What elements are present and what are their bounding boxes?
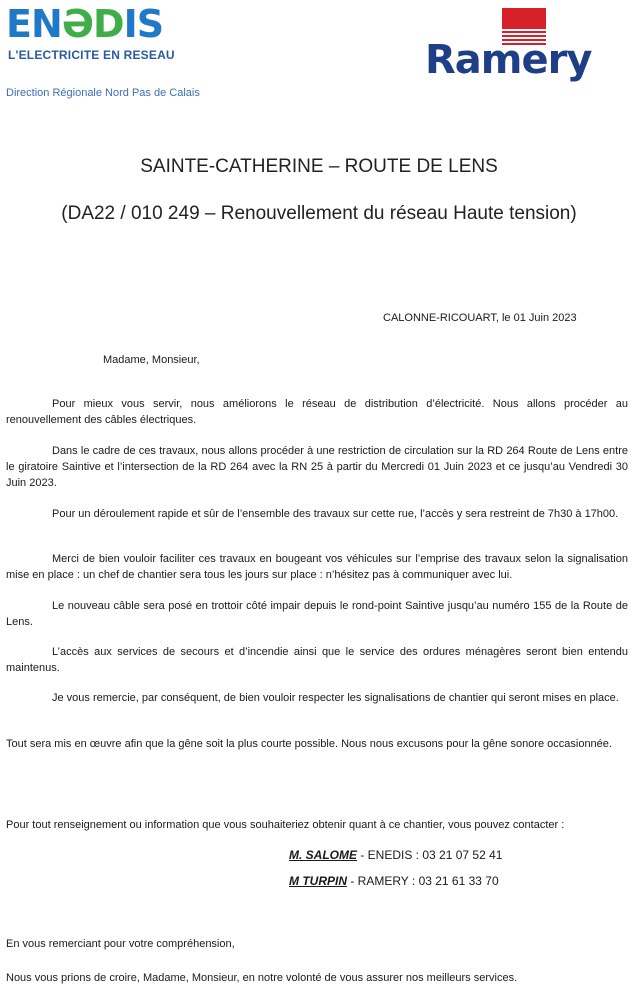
document-title: SAINTE-CATHERINE – ROUTE DE LENS — [140, 156, 498, 177]
contact-salome — [289, 848, 502, 862]
ramery-logo — [425, 8, 625, 84]
paragraph-8: Tout sera mis en œuvre afin que la gêne soit la plus courte possible. Nous nous excusons pour la gêne sonore occasionnée. — [6, 738, 612, 750]
document-subtitle: (DA22 / 010 249 – Renouvellement du réseau Haute tension) — [61, 203, 577, 224]
ramery-wordmark: Ramery — [425, 37, 592, 83]
date-line: CALONNE-RICOUART, le 01 Juin 2023 — [383, 312, 577, 324]
salutation: Madame, Monsieur, — [103, 354, 200, 366]
contact-intro: Pour tout renseignement ou information que vous souhaiteriez obtenir quant à ce chantier, vous pouvez contacter : — [6, 819, 565, 831]
paragraph-3: Pour un déroulement rapide et sûr de l’ensemble des travaux sur cette rue, l’accès y sera restreint de 7h30 à 17h00. — [52, 508, 619, 520]
enedis-logo — [6, 4, 186, 68]
enedis-wordmark: ENƏDIS — [6, 2, 164, 46]
contact-detail: - ENEDIS : 03 21 07 52 41 — [357, 848, 503, 862]
paragraph-7: Je vous remercie, par conséquent, de bien vouloir respecter les signalisations de chantier qui seront mises en place. — [52, 692, 619, 704]
paragraph-1: Pour mieux vous servir, nous améliorons le réseau de distribution d’électricité. Nous allons procéder au renouvellement des câbles électriques. — [6, 398, 628, 426]
closing-thanks: En vous remerciant pour votre compréhension, — [6, 938, 235, 950]
paragraph-6: L’accès aux services de secours et d’incendie ainsi que le service des ordures ménagères seront bien entendu maintenus. — [6, 646, 628, 674]
contact-detail: - RAMERY : 03 21 61 33 70 — [347, 874, 499, 888]
paragraph-5: Le nouveau câble sera posé en trottoir côté impair depuis le rond-point Saintive jusqu’au numéro 155 de la Route de Lens. — [6, 600, 628, 628]
contact-name: M TURPIN — [289, 874, 347, 888]
paragraph-2: Dans le cadre de ces travaux, nous allons procéder à une restriction de circulation sur la RD 264 Route de Lens entre le giratoire Saintive et l’intersection de la RD 264 avec la RN 25 à partir du Mercredi 01 Juin 2023 et ce jusqu’au Vendredi 30 Juin 2023. — [6, 445, 628, 489]
contact-turpin — [289, 874, 499, 888]
direction-regionale: Direction Régionale Nord Pas de Calais — [6, 87, 200, 99]
closing-regards: Nous vous prions de croire, Madame, Monsieur, en notre volonté de vous assurer nos meilleurs services. — [6, 972, 518, 984]
enedis-tagline: L'ELECTRICITE EN RESEAU — [8, 48, 175, 62]
contact-name: M. SALOME — [289, 848, 357, 862]
paragraph-4: Merci de bien vouloir faciliter ces travaux en bougeant vos véhicules sur l’emprise des travaux selon la signalisation mise en place : un chef de chantier sera tous les jours sur place : n’hésitez pas à communiquer avec lui. — [6, 553, 628, 581]
